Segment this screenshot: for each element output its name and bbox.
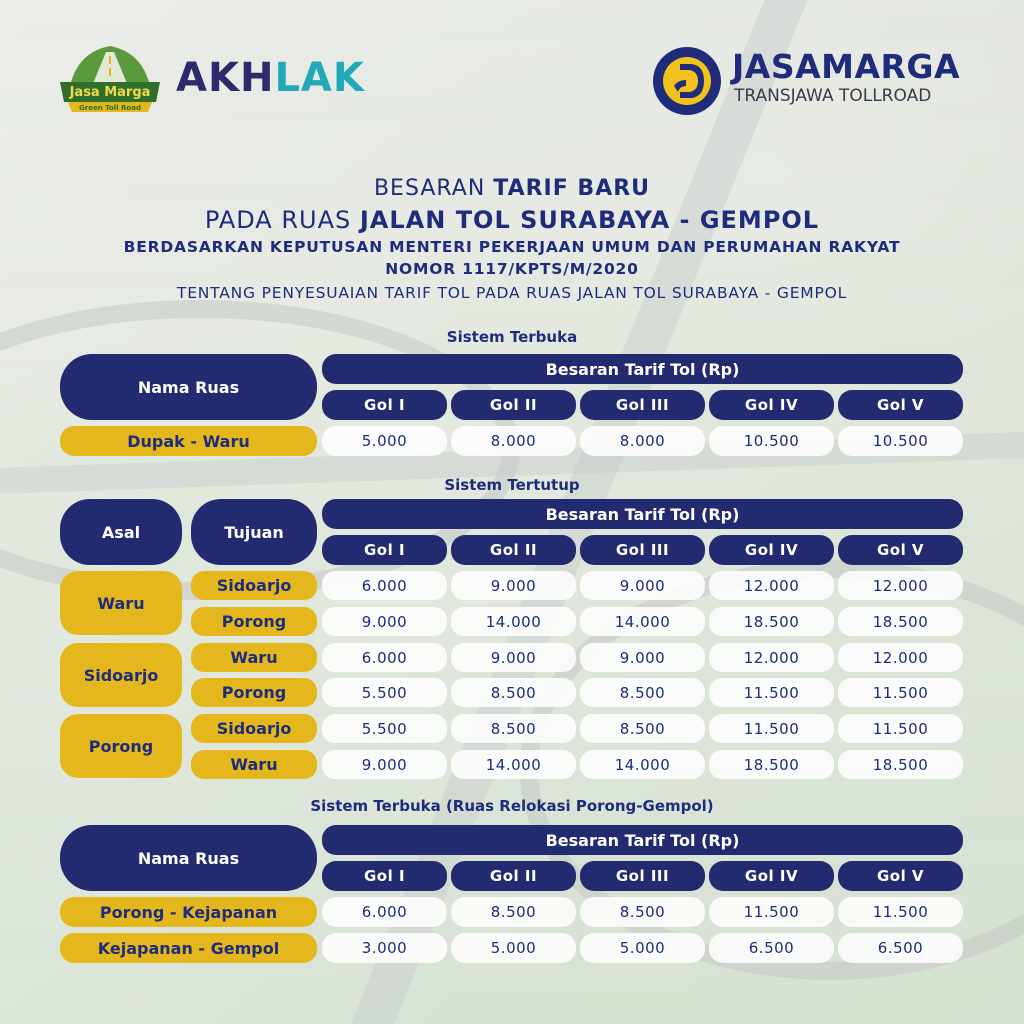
tarif-cell: 5.000 [322,426,447,456]
tarif-cell: 12.000 [838,571,963,600]
tarif-cell: 8.500 [580,897,705,927]
tujuan-label: Porong [191,607,317,636]
ruas-label: Dupak - Waru [60,426,317,456]
tarif-cell: 14.000 [451,750,576,779]
header-line-2: PADA RUAS JALAN TOL SURABAYA - GEMPOL [204,206,820,234]
tarif-cell: 18.500 [838,607,963,636]
column-header-tarif: Besaran Tarif Tol (Rp) [322,825,963,855]
golongan-header: Gol V [838,861,963,891]
tarif-cell: 9.000 [322,607,447,636]
svg-text:Jasa Marga: Jasa Marga [69,85,151,100]
tarif-cell: 6.000 [322,897,447,927]
golongan-header: Gol III [580,390,705,420]
section-title-tertutup: Sistem Tertutup [444,476,580,494]
tarif-cell: 6.000 [322,571,447,600]
green-toll-road-logo [58,42,162,114]
tarif-cell: 9.000 [451,571,576,600]
akhlak-text-part1: AKH [176,55,275,101]
golongan-header: Gol V [838,535,963,565]
tarif-cell: 18.500 [838,750,963,779]
tarif-cell: 9.000 [322,750,447,779]
tarif-cell: 18.500 [709,607,834,636]
tujuan-label: Sidoarjo [191,571,317,600]
tarif-cell: 10.500 [838,426,963,456]
golongan-header: Gol II [451,535,576,565]
header-line-3: BERDASARKAN KEPUTUSAN MENTERI PEKERJAAN UMUM DAN PERUMAHAN RAKYAT [123,238,901,256]
tarif-cell: 8.500 [580,678,705,707]
golongan-header: Gol I [322,861,447,891]
tujuan-label: Waru [191,750,317,779]
tarif-cell: 12.000 [709,643,834,672]
tarif-cell: 11.500 [838,897,963,927]
tarif-cell: 6.500 [838,933,963,963]
tarif-cell: 6.000 [322,643,447,672]
golongan-header: Gol II [451,861,576,891]
jasamarga-subtitle: TRANSJAWA TOLLROAD [734,86,932,106]
tarif-cell: 12.000 [709,571,834,600]
golongan-header: Gol I [322,535,447,565]
tarif-cell: 6.500 [709,933,834,963]
asal-label: Porong [60,714,182,778]
tarif-cell: 11.500 [709,678,834,707]
column-header-nama-ruas: Nama Ruas [60,354,317,420]
golongan-header: Gol IV [709,390,834,420]
jasamarga-emblem-icon [652,46,722,116]
tarif-cell: 8.000 [451,426,576,456]
tarif-cell: 8.500 [451,714,576,743]
header-line-4: NOMOR 1117/KPTS/M/2020 [385,260,639,278]
tarif-cell: 18.500 [709,750,834,779]
column-header-tarif: Besaran Tarif Tol (Rp) [322,499,963,529]
tarif-cell: 11.500 [838,678,963,707]
ruas-label: Porong - Kejapanan [60,897,317,927]
section-title-relokasi: Sistem Terbuka (Ruas Relokasi Porong-Gempol) [310,797,714,815]
asal-label: Sidoarjo [60,643,182,707]
ruas-label: Kejapanan - Gempol [60,933,317,963]
column-header-tarif: Besaran Tarif Tol (Rp) [322,354,963,384]
tarif-cell: 12.000 [838,643,963,672]
tarif-cell: 8.500 [451,678,576,707]
tarif-cell: 8.000 [580,426,705,456]
tarif-cell: 9.000 [580,571,705,600]
jasamarga-title: JASAMARGA [732,47,961,86]
tujuan-label: Sidoarjo [191,714,317,743]
tarif-cell: 5.500 [322,678,447,707]
asal-label: Waru [60,571,182,635]
golongan-header: Gol IV [709,861,834,891]
column-header-asal: Asal [60,499,182,565]
tarif-cell: 9.000 [580,643,705,672]
akhlak-text-part2: LAK [274,55,365,101]
tarif-cell: 14.000 [451,607,576,636]
svg-text:Green Toll Road: Green Toll Road [79,104,141,112]
tarif-cell: 5.000 [451,933,576,963]
tarif-cell: 5.000 [580,933,705,963]
golongan-header: Gol V [838,390,963,420]
tarif-cell: 8.500 [580,714,705,743]
tarif-cell: 10.500 [709,426,834,456]
tarif-cell: 3.000 [322,933,447,963]
tujuan-label: Waru [191,643,317,672]
tarif-cell: 14.000 [580,750,705,779]
tarif-cell: 8.500 [451,897,576,927]
golongan-header: Gol I [322,390,447,420]
golongan-header: Gol III [580,535,705,565]
golongan-header: Gol III [580,861,705,891]
akhlak-logo [176,55,365,101]
tarif-cell: 11.500 [709,897,834,927]
header-line-5: TENTANG PENYESUAIAN TARIF TOL PADA RUAS JALAN TOL SURABAYA - GEMPOL [176,284,848,302]
section-title-terbuka: Sistem Terbuka [446,328,578,346]
tarif-cell: 5.500 [322,714,447,743]
tujuan-label: Porong [191,678,317,707]
header-line-1: BESARAN TARIF BARU [373,176,651,201]
tarif-cell: 9.000 [451,643,576,672]
column-header-tujuan: Tujuan [191,499,317,565]
tarif-cell: 14.000 [580,607,705,636]
tarif-cell: 11.500 [838,714,963,743]
tarif-cell: 11.500 [709,714,834,743]
golongan-header: Gol IV [709,535,834,565]
column-header-nama-ruas: Nama Ruas [60,825,317,891]
golongan-header: Gol II [451,390,576,420]
